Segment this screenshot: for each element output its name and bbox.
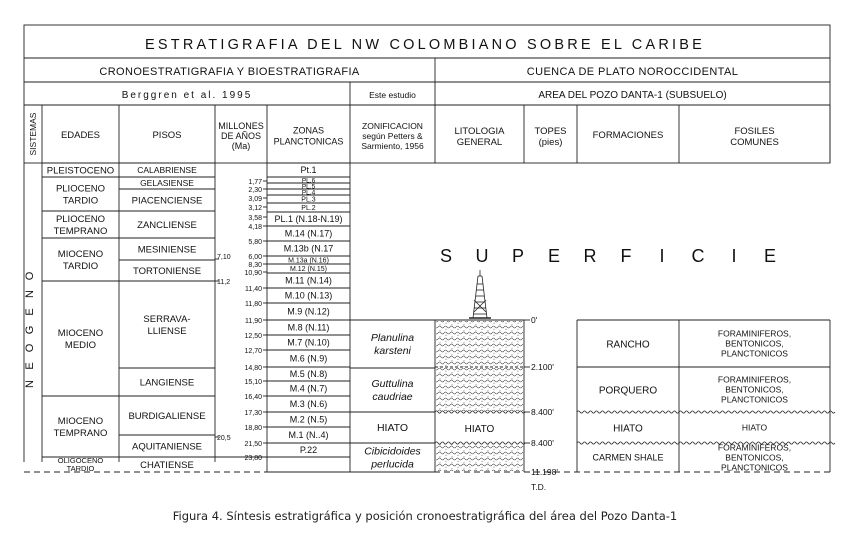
system-letter: O: [24, 271, 36, 281]
piso-cell: TORTONIENSE: [132, 265, 202, 277]
unconformity-8400b: [435, 442, 525, 444]
zona-cell: PL.6: [301, 177, 316, 185]
edad-cell: TEMPRANO: [53, 225, 108, 237]
piso-cell: GELASIENSE: [140, 177, 194, 188]
source-mid: Este estudio: [369, 90, 416, 100]
superficie-letter: E: [547, 246, 561, 266]
zonificacion-cell: Planulina: [370, 332, 415, 345]
col-fosiles: FOSILES: [734, 125, 775, 137]
edad-cell: PLIOCENO: [55, 183, 106, 195]
fosiles-cell: FORAMINIFEROS,: [717, 374, 792, 385]
source-left: Berggren et al. 1995: [121, 90, 253, 101]
system-letter: O: [24, 343, 36, 353]
tope-label: 8.400': [531, 438, 554, 448]
formacion-cell: RANCHO: [606, 339, 650, 351]
zona-cell: PL.1 (N.18-N.19): [274, 214, 343, 225]
col-topes: TOPES: [534, 125, 567, 137]
superficie-letter: F: [620, 246, 632, 266]
zona-cell: P.22: [299, 445, 318, 456]
formacion-cell: HIATO: [613, 423, 643, 435]
system-letter: E: [24, 362, 36, 370]
piso-cell: CALABRIENSE: [137, 164, 197, 175]
system-letter: G: [24, 325, 36, 335]
fosiles-cell: PLANCTONICOS: [721, 348, 788, 359]
age-label: 5,80: [248, 239, 262, 246]
zona-cell: M.2 (N.5): [289, 414, 328, 425]
zona-cell: M.13b (N.17: [283, 243, 334, 254]
col-millones: (Ma): [231, 141, 251, 152]
superficie-letter: U: [475, 246, 489, 266]
zonificacion-cell: caudriae: [372, 391, 413, 404]
source-right: AREA DEL POZO DANTA-1 (SUBSUELO): [538, 90, 727, 101]
zonificacion-cell: HIATO: [376, 422, 409, 435]
age-label: 16,40: [244, 394, 262, 401]
piso-cell: PIACENCIENSE: [131, 195, 203, 207]
age-label: 12,70: [244, 348, 262, 355]
fosiles-cell: PLANCTONICOS: [721, 394, 788, 405]
age-label: 21,50: [244, 441, 262, 448]
formation-unconformity-1: [577, 411, 835, 413]
zona-cell: M.3 (N.6): [289, 399, 328, 410]
fosiles-cell: HIATO: [741, 422, 768, 433]
lithology-hiato: HIATO: [464, 424, 495, 435]
superficie-letter: E: [763, 246, 777, 266]
col-topes: (pies): [538, 136, 563, 148]
fosiles-cell: FORAMINIFEROS,: [717, 328, 792, 339]
zona-cell: PL.2: [301, 205, 316, 213]
piso-cell: LANGIENSE: [139, 377, 195, 389]
unconformity-8400: [435, 411, 525, 413]
fosiles-cell: FORAMINIFEROS,: [717, 442, 792, 453]
zonificacion-cell: karsteni: [374, 345, 411, 358]
zona-cell: M.11 (N.14): [285, 275, 332, 286]
col-pisos: PISOS: [152, 130, 182, 141]
age-label: 17,30: [244, 410, 262, 417]
age-label-right: 11,2: [217, 279, 231, 286]
col-fosiles: COMUNES: [730, 136, 779, 148]
edad-cell: TARDIO: [62, 195, 99, 207]
zonificacion-cell: Guttulina: [371, 378, 414, 391]
fosiles-cell: BENTONICOS,: [725, 384, 784, 395]
age-label: 23,80: [244, 455, 262, 462]
figure-caption: Figura 4. Síntesis estratigráfica y posición cronoestratigráfica del área del Pozo Danta-1: [172, 509, 678, 523]
fosiles-cell: BENTONICOS,: [725, 452, 784, 463]
age-label: 3,12: [248, 205, 262, 212]
left-header: CRONOESTRATIGRAFIA Y BIOESTRATIGRAFIA: [99, 66, 360, 78]
age-label: 4,18: [248, 224, 262, 231]
col-zonificacion: según Petters &: [362, 130, 423, 141]
zona-cell: M.1 (N..4): [288, 430, 329, 441]
edad-cell: MIOCENO: [57, 327, 104, 339]
piso-cell: CHATIENSE: [140, 459, 194, 471]
system-letter: N: [24, 290, 36, 298]
superficie-letter: C: [691, 246, 705, 266]
edad-cell: PLIOCENO: [55, 213, 106, 225]
lithology-porquero: [436, 368, 523, 411]
zona-cell: PL.4: [301, 189, 316, 197]
superficie-letter: I: [731, 246, 737, 266]
system-letter: N: [24, 380, 36, 388]
edad-cell: MIOCENO: [57, 248, 104, 260]
edad-cell: TARDIO: [62, 260, 99, 272]
superficie-letter: R: [583, 246, 597, 266]
formacion-cell: PORQUERO: [598, 385, 658, 397]
tope-label: 11.198': [531, 467, 558, 477]
zonificacion-cell: Cibicidoides: [364, 445, 421, 458]
zona-cell: M.13a (N.16): [288, 257, 329, 265]
col-zonas: ZONAS: [292, 125, 325, 136]
age-label: 10,90: [244, 270, 262, 277]
age-label: 6,00: [248, 254, 262, 261]
zona-cell: M.9 (N.12): [287, 306, 330, 317]
lithology-carmen: [436, 444, 523, 471]
superficie-letter: P: [511, 246, 525, 266]
zona-cell: M.5 (N.8): [289, 369, 328, 380]
figure-title: ESTRATIGRAFIA DEL NW COLOMBIANO SOBRE EL CARIBE: [145, 37, 705, 53]
piso-cell: SERRAVA-: [143, 313, 191, 325]
zona-cell: Pt.1: [300, 165, 317, 176]
edad-cell: OLIGOCENO: [57, 456, 104, 466]
age-label: 12,50: [244, 333, 262, 340]
zona-cell: PL.3: [301, 196, 316, 204]
lithology-rancho: [436, 321, 523, 367]
age-label: 1,77: [248, 179, 262, 186]
superficie-letter: S: [439, 246, 453, 266]
col-litologia: LITOLOGIA: [454, 125, 505, 137]
col-zonificacion: Sarmiento, 1956: [361, 140, 424, 151]
tope-td-label: T.D.: [531, 482, 547, 492]
zona-cell: M.8 (N.11): [287, 322, 330, 333]
col-zonas: PLANCTONICAS: [273, 136, 344, 147]
age-label: 3,09: [248, 196, 262, 203]
age-label: 11,80: [245, 301, 262, 308]
age-label-right: 7,10: [217, 254, 231, 261]
fosiles-cell: PLANCTONICOS: [721, 462, 788, 473]
col-litologia: GENERAL: [456, 136, 503, 148]
col-millones: DE AÑOS: [220, 131, 262, 142]
piso-cell: LLIENSE: [147, 325, 187, 337]
fosiles-cell: BENTONICOS,: [725, 338, 784, 349]
edad-cell: MIOCENO: [57, 415, 104, 427]
system-letter: E: [24, 308, 36, 316]
piso-cell: MESINIENSE: [137, 244, 197, 256]
age-label: 11,40: [245, 286, 262, 293]
age-label-right: 20,5: [217, 435, 231, 442]
piso-cell: BURDIGALIENSE: [128, 410, 206, 422]
col-millones: MILLONES: [218, 121, 264, 132]
col-sistemas: SISTEMAS: [28, 112, 38, 156]
drilling-rig-icon: [469, 270, 491, 318]
col-edades: EDADES: [60, 130, 101, 141]
tope-label: 0': [531, 315, 538, 325]
age-label: 3,58: [248, 215, 262, 222]
piso-cell: AQUITANIENSE: [131, 441, 203, 453]
formacion-cell: CARMEN SHALE: [592, 452, 664, 463]
zona-cell: M.14 (N.17): [284, 228, 333, 239]
zona-cell: M.4 (N.7): [289, 383, 328, 394]
edad-cell: MEDIO: [64, 339, 97, 351]
age-label: 2,30: [248, 187, 262, 194]
age-label: 11,90: [245, 318, 262, 325]
age-label: 18,80: [244, 425, 262, 432]
zonificacion-cell: perlucida: [371, 458, 414, 471]
edad-cell: TEMPRANO: [53, 427, 108, 439]
zona-cell: M.10 (N.13): [284, 290, 333, 301]
piso-cell: ZANCLIENSE: [137, 219, 197, 231]
zona-cell: M.7 (N.10): [287, 337, 330, 348]
formation-unconformity-2: [577, 442, 835, 444]
zona-cell: M.6 (N.9): [289, 353, 328, 364]
edad-cell: PLEISTOCENO: [46, 165, 115, 177]
superficie-letter: I: [659, 246, 665, 266]
edad-cell: TARDIO: [66, 464, 95, 474]
age-label: 8,30: [248, 262, 262, 269]
tope-label: 2.100': [531, 362, 554, 372]
zona-cell: M.12 (N.15): [290, 266, 327, 274]
zona-cell: PL.5: [301, 183, 316, 191]
right-header: CUENCA DE PLATO NOROCCIDENTAL: [526, 66, 739, 78]
col-zonificacion: ZONIFICACION: [362, 120, 423, 131]
col-formaciones: FORMACIONES: [592, 130, 664, 141]
tope-label: 8.400': [531, 407, 554, 417]
age-label: 15,10: [244, 379, 262, 386]
age-label: 14,80: [244, 365, 262, 372]
